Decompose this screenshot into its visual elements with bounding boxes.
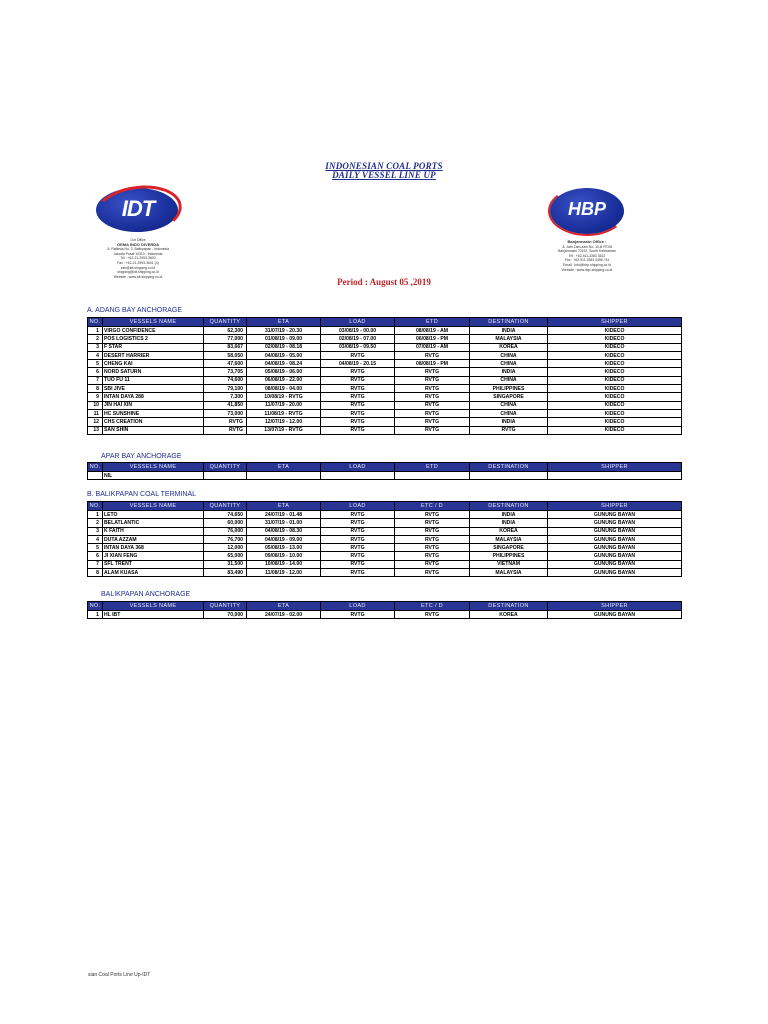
column-header-load: LOAD	[321, 502, 395, 511]
cell-quantity: 41,850	[204, 401, 247, 409]
cell-quantity: 60,000	[204, 519, 247, 527]
cell-destination: SINGAPORE	[470, 393, 548, 401]
table-header-row	[88, 463, 682, 472]
cell-quantity: 76,700	[204, 535, 247, 543]
cell-vessel-name: K FAITH	[103, 527, 204, 535]
cell-quantity: 77,000	[204, 335, 247, 343]
cell-no: 11	[88, 409, 103, 417]
cell-eta: 31/07/19 - 20.30	[247, 327, 321, 335]
cell-vessel-name: JIN HAI XIN	[103, 401, 204, 409]
cell-load: RVTG	[321, 552, 395, 560]
cell-eta: 12/07/19 - 12.00	[247, 418, 321, 426]
cell-destination: KOREA	[470, 343, 548, 351]
cell-etd: RVTG	[395, 527, 470, 535]
cell-quantity: 70,000	[204, 611, 247, 619]
cell-vessel-name: DESERT HARRIER	[103, 351, 204, 359]
cell-etd: RVTG	[395, 611, 470, 619]
hbp-address-block	[544, 240, 630, 272]
table-row	[88, 360, 682, 368]
cell-vessel-name: POS LOGISTICS 2	[103, 335, 204, 343]
page-footer: sian Coal Ports Line Up-IDT	[88, 972, 151, 978]
cell-no: 13	[88, 426, 103, 434]
cell-vessel-name: CHENG KAI	[103, 360, 204, 368]
cell-etd	[395, 472, 470, 480]
table-row	[88, 535, 682, 543]
cell-no: 2	[88, 519, 103, 527]
idt-address-line: Website : www.idt-shipping.co.id	[113, 274, 163, 279]
column-header-no: NO.	[88, 502, 103, 511]
cell-shipper: KIDECO	[548, 368, 682, 376]
column-header-vessel-name: VESSELS NAME	[103, 318, 204, 327]
table-row	[88, 368, 682, 376]
column-header-vessel-name: VESSELS NAME	[103, 502, 204, 511]
cell-eta: 11/08/19 - 12.00	[247, 569, 321, 577]
cell-load: RVTG	[321, 401, 395, 409]
idt-address-company: GEMA INDO DIVERDA	[116, 241, 160, 247]
cell-load: RVTG	[321, 569, 395, 577]
cell-quantity: 62,300	[204, 327, 247, 335]
document-subtitle: DAILY VESSEL LINE UP	[332, 170, 436, 180]
table-row	[88, 472, 682, 480]
column-header-shipper: SHIPPER	[548, 463, 682, 472]
cell-shipper	[548, 472, 682, 480]
cell-quantity: RVTG	[204, 426, 247, 434]
idt-logo-text: IDT	[121, 196, 155, 221]
table-row	[88, 418, 682, 426]
column-header-eta: ETA	[247, 602, 321, 611]
idt-address-line: Jakarta Pusat 10310 - Indonesia	[113, 251, 163, 256]
cell-eta: 08/08/19 - 04.00	[247, 385, 321, 393]
cell-eta	[247, 472, 321, 480]
table-row	[88, 552, 682, 560]
cell-shipper: KIDECO	[548, 426, 682, 434]
column-header-etd: ETC / D	[395, 502, 470, 511]
cell-vessel-name: NORD SATURN	[103, 368, 204, 376]
cell-load: RVTG	[321, 426, 395, 434]
cell-no: 1	[88, 611, 103, 619]
idt-logo	[94, 184, 182, 279]
cell-vessel-name: VIRGO CONFIDENCE	[103, 327, 204, 335]
section-title-balikpapan-anchorage: BALIKPAPAN ANCHORAGE	[101, 591, 191, 598]
section-title-apar-bay: APAR BAY ANCHORAGE	[101, 453, 182, 460]
cell-etd: RVTG	[395, 376, 470, 384]
cell-load: RVTG	[321, 544, 395, 552]
column-header-destination: DESTINATION	[470, 502, 548, 511]
balikpapan-anchorage-table	[87, 601, 682, 619]
hbp-address-line: Email : info@hbp-shipping.co.id	[563, 262, 611, 267]
cell-eta: 24/07/19 - 02.00	[247, 611, 321, 619]
cell-etd: RVTG	[395, 368, 470, 376]
cell-eta: 05/08/19 - 06.00	[247, 368, 321, 376]
cell-quantity: RVTG	[204, 418, 247, 426]
cell-load: RVTG	[321, 368, 395, 376]
cell-quantity: 74,600	[204, 376, 247, 384]
column-header-shipper: SHIPPER	[548, 502, 682, 511]
cell-load: 04/08/19 - 20.15	[321, 360, 395, 368]
cell-destination	[470, 472, 548, 480]
cell-destination: INDIA	[470, 519, 548, 527]
cell-quantity: 83,490	[204, 569, 247, 577]
apar-bay-table	[87, 462, 682, 480]
cell-vessel-name: HC SUNSHINE	[103, 409, 204, 417]
table-row	[88, 560, 682, 568]
cell-etd: RVTG	[395, 385, 470, 393]
cell-shipper: GUNUNG BAYAN	[548, 552, 682, 560]
adang-bay-table	[87, 317, 682, 435]
cell-destination: MALAYSIA	[470, 535, 548, 543]
cell-eta: 04/08/19 - 08.30	[247, 527, 321, 535]
cell-quantity: 47,600	[204, 360, 247, 368]
cell-destination: INDIA	[470, 511, 548, 519]
hbp-address-line: Website : www.hbp-shipping.co.id	[561, 267, 613, 272]
table-row	[88, 611, 682, 619]
cell-etd: RVTG	[395, 409, 470, 417]
cell-etd: RVTG	[395, 351, 470, 359]
cell-shipper: GUNUNG BAYAN	[548, 511, 682, 519]
cell-etd: RVTG	[395, 426, 470, 434]
column-header-load: LOAD	[321, 318, 395, 327]
hbp-logo	[544, 186, 630, 278]
cell-destination: KOREA	[470, 611, 548, 619]
cell-shipper: GUNUNG BAYAN	[548, 527, 682, 535]
cell-shipper: GUNUNG BAYAN	[548, 519, 682, 527]
cell-shipper: KIDECO	[548, 327, 682, 335]
cell-load: RVTG	[321, 409, 395, 417]
idt-address-line: Tel : +62-21-2993-3600	[120, 256, 156, 261]
cell-no: 5	[88, 360, 103, 368]
cell-eta: 09/08/19 - 10.00	[247, 552, 321, 560]
cell-etd: RVTG	[395, 511, 470, 519]
cell-shipper: GUNUNG BAYAN	[548, 569, 682, 577]
cell-destination: CHINA	[470, 351, 548, 359]
cell-load: RVTG	[321, 351, 395, 359]
cell-quantity: 7,300	[204, 393, 247, 401]
cell-etd: RVTG	[395, 569, 470, 577]
table-row	[88, 376, 682, 384]
column-header-vessel-name: VESSELS NAME	[103, 463, 204, 472]
idt-address-heading: Our Office	[130, 238, 146, 242]
idt-address-line: info@idt-shipping.co.id	[120, 265, 156, 270]
table-row	[88, 544, 682, 552]
report-period: Period : August 05 ,2019	[337, 277, 431, 287]
table-row	[88, 343, 682, 351]
cell-eta: 01/08/19 - 09.00	[247, 335, 321, 343]
cell-shipper: KIDECO	[548, 385, 682, 393]
cell-destination: INDIA	[470, 368, 548, 376]
idt-address-block	[94, 238, 182, 279]
table-row	[88, 511, 682, 519]
cell-no: 7	[88, 560, 103, 568]
cell-load: RVTG	[321, 560, 395, 568]
cell-quantity: 65,000	[204, 552, 247, 560]
idt-address-line: shipping@idt-shipping.co.id	[117, 270, 159, 275]
table-row	[88, 401, 682, 409]
table-row	[88, 327, 682, 335]
table-row	[88, 409, 682, 417]
cell-load: RVTG	[321, 393, 395, 401]
cell-destination: RVTG	[470, 426, 548, 434]
cell-eta: 04/08/19 - 05.00	[247, 351, 321, 359]
cell-vessel-name: F STAR	[103, 343, 204, 351]
cell-quantity: 83,667	[204, 343, 247, 351]
cell-no	[88, 472, 103, 480]
cell-vessel-name: SFL TRENT	[103, 560, 204, 568]
cell-no: 4	[88, 351, 103, 359]
idt-address-line: Jl. Raflesia No. 3, Balikpapan - Indonesia	[106, 247, 169, 252]
cell-load	[321, 472, 395, 480]
cell-eta: 10/08/19 - RVTG	[247, 393, 321, 401]
hbp-address-line: Jl. Jafri Zam-zam No. 10-B RT.08	[561, 244, 613, 249]
hbp-address-line: Tel : +62-511-3363 3522	[568, 253, 606, 258]
cell-no: 12	[88, 418, 103, 426]
column-header-no: NO.	[88, 318, 103, 327]
table-row	[88, 519, 682, 527]
column-header-etd: ETD	[395, 463, 470, 472]
cell-shipper: GUNUNG BAYAN	[548, 560, 682, 568]
column-header-etd: ETC / D	[395, 602, 470, 611]
table-header-row	[88, 502, 682, 511]
cell-no: 9	[88, 393, 103, 401]
cell-no: 5	[88, 544, 103, 552]
cell-etd: RVTG	[395, 544, 470, 552]
cell-no: 6	[88, 368, 103, 376]
column-header-eta: ETA	[247, 318, 321, 327]
section-title-balikpapan-terminal: B. BALIKPAPAN COAL TERMINAL	[87, 491, 197, 498]
cell-no: 2	[88, 335, 103, 343]
table-row	[88, 569, 682, 577]
cell-no: 4	[88, 535, 103, 543]
column-header-load: LOAD	[321, 602, 395, 611]
cell-vessel-name: INTAN DAYA 288	[103, 393, 204, 401]
table-row	[88, 527, 682, 535]
cell-shipper: KIDECO	[548, 409, 682, 417]
column-header-destination: DESTINATION	[470, 602, 548, 611]
hbp-address-heading: Banjarmasin Office :	[567, 239, 607, 244]
section-title-adang-bay: A. ADANG BAY ANCHORAGE	[87, 307, 183, 314]
column-header-destination: DESTINATION	[470, 318, 548, 327]
column-header-eta: ETA	[247, 502, 321, 511]
cell-vessel-name: TUO FU 11	[103, 376, 204, 384]
cell-etd: RVTG	[395, 401, 470, 409]
cell-load: RVTG	[321, 385, 395, 393]
cell-load: RVTG	[321, 527, 395, 535]
cell-eta: 31/07/19 - 01.00	[247, 519, 321, 527]
column-header-load: LOAD	[321, 463, 395, 472]
cell-quantity: 58,050	[204, 351, 247, 359]
cell-shipper: KIDECO	[548, 418, 682, 426]
cell-quantity	[204, 472, 247, 480]
cell-vessel-name: HL IBT	[103, 611, 204, 619]
cell-eta: 10/08/19 - 14.00	[247, 560, 321, 568]
cell-shipper: GUNUNG BAYAN	[548, 544, 682, 552]
cell-load: RVTG	[321, 535, 395, 543]
column-header-quantity: QUANTITY	[204, 502, 247, 511]
column-header-eta: ETA	[247, 463, 321, 472]
cell-etd: RVTG	[395, 535, 470, 543]
cell-shipper: KIDECO	[548, 351, 682, 359]
cell-shipper: KIDECO	[548, 335, 682, 343]
cell-no: 1	[88, 327, 103, 335]
cell-destination: CHINA	[470, 360, 548, 368]
column-header-quantity: QUANTITY	[204, 602, 247, 611]
cell-etd: RVTG	[395, 560, 470, 568]
cell-destination: PHILIPPINES	[470, 552, 548, 560]
cell-vessel-name: SBI JIVE	[103, 385, 204, 393]
cell-load: RVTG	[321, 519, 395, 527]
cell-load: RVTG	[321, 511, 395, 519]
cell-quantity: 12,000	[204, 544, 247, 552]
column-header-shipper: SHIPPER	[548, 318, 682, 327]
column-header-destination: DESTINATION	[470, 463, 548, 472]
cell-eta: 06/08/19 - 22.00	[247, 376, 321, 384]
cell-eta: 11/08/19 - RVTG	[247, 409, 321, 417]
cell-vessel-name: ALAM KUASA	[103, 569, 204, 577]
table-row	[88, 426, 682, 434]
cell-destination: CHINA	[470, 401, 548, 409]
cell-shipper: KIDECO	[548, 393, 682, 401]
hbp-logo-text: HBP	[567, 199, 606, 219]
cell-no: 8	[88, 385, 103, 393]
cell-load: RVTG	[321, 376, 395, 384]
table-header-row	[88, 318, 682, 327]
column-header-shipper: SHIPPER	[548, 602, 682, 611]
cell-destination: INDIA	[470, 418, 548, 426]
cell-vessel-name: BELATLANTIC	[103, 519, 204, 527]
cell-eta: 04/08/19 - 09.00	[247, 535, 321, 543]
cell-no: 10	[88, 401, 103, 409]
cell-no: 7	[88, 376, 103, 384]
cell-quantity: 76,000	[204, 527, 247, 535]
column-header-etd: ETD	[395, 318, 470, 327]
column-header-no: NO.	[88, 463, 103, 472]
cell-etd: 06/08/19 - PM	[395, 335, 470, 343]
cell-vessel-name: JI XIAN FENG	[103, 552, 204, 560]
cell-destination: CHINA	[470, 376, 548, 384]
cell-etd: 07/08/19 - AM	[395, 343, 470, 351]
cell-vessel-name: INTAN DAYA 368	[103, 544, 204, 552]
table-header-row	[88, 602, 682, 611]
column-header-vessel-name: VESSELS NAME	[103, 602, 204, 611]
balikpapan-terminal-table	[87, 501, 682, 577]
idt-address-line: Fax : +62-21-2993-3601 (4)	[117, 260, 159, 265]
cell-destination: MALAYSIA	[470, 335, 548, 343]
cell-etd: RVTG	[395, 393, 470, 401]
table-row	[88, 351, 682, 359]
column-header-quantity: QUANTITY	[204, 318, 247, 327]
table-row	[88, 385, 682, 393]
cell-no: 6	[88, 552, 103, 560]
cell-destination: INDIA	[470, 327, 548, 335]
cell-load: 03/08/19 - 00.00	[321, 327, 395, 335]
cell-no: 3	[88, 343, 103, 351]
cell-no: 1	[88, 511, 103, 519]
cell-destination: VIETNAM	[470, 560, 548, 568]
cell-shipper: GUNUNG BAYAN	[548, 611, 682, 619]
cell-etd: RVTG	[395, 418, 470, 426]
column-header-quantity: QUANTITY	[204, 463, 247, 472]
table-row	[88, 335, 682, 343]
cell-vessel-name: CHS CREATION	[103, 418, 204, 426]
cell-eta: 24/07/19 - 01.48	[247, 511, 321, 519]
cell-destination: CHINA	[470, 409, 548, 417]
cell-eta: 11/07/19 - 20.00	[247, 401, 321, 409]
cell-quantity: 79,100	[204, 385, 247, 393]
cell-shipper: KIDECO	[548, 360, 682, 368]
cell-shipper: KIDECO	[548, 343, 682, 351]
cell-eta: 13/07/19 - RVTG	[247, 426, 321, 434]
cell-etd: RVTG	[395, 552, 470, 560]
cell-load: RVTG	[321, 611, 395, 619]
cell-quantity: 31,500	[204, 560, 247, 568]
cell-etd: RVTG	[395, 519, 470, 527]
cell-no: 8	[88, 569, 103, 577]
cell-etd: 08/08/19 - AM	[395, 327, 470, 335]
cell-vessel-name: DUTA AZZAM	[103, 535, 204, 543]
cell-quantity: 73,705	[204, 368, 247, 376]
cell-destination: SINGAPORE	[470, 544, 548, 552]
cell-quantity: 74,650	[204, 511, 247, 519]
cell-vessel-name: SAN SHIN	[103, 426, 204, 434]
cell-destination: KOREA	[470, 527, 548, 535]
column-header-no: NO.	[88, 602, 103, 611]
cell-shipper: KIDECO	[548, 401, 682, 409]
cell-load: 02/08/19 - 07.00	[321, 335, 395, 343]
cell-vessel-name: NIL	[103, 472, 204, 480]
cell-etd: 08/08/19 - PM	[395, 360, 470, 368]
cell-eta: 04/08/19 - 08.24	[247, 360, 321, 368]
hbp-address-line: Banjarmasin 70232, South Kalimantan	[558, 249, 616, 254]
cell-shipper: GUNUNG BAYAN	[548, 535, 682, 543]
cell-destination: PHILIPPINES	[470, 385, 548, 393]
cell-eta: 02/08/19 - 08.18	[247, 343, 321, 351]
cell-eta: 05/08/19 - 13.00	[247, 544, 321, 552]
table-row	[88, 393, 682, 401]
cell-destination: MALAYSIA	[470, 569, 548, 577]
cell-load: RVTG	[321, 418, 395, 426]
cell-quantity: 73,000	[204, 409, 247, 417]
cell-no: 3	[88, 527, 103, 535]
cell-shipper: KIDECO	[548, 376, 682, 384]
cell-load: 03/08/19 - 09.50	[321, 343, 395, 351]
document-title: INDONESIAN COAL PORTS	[325, 161, 443, 171]
hbp-address-line: Fax : +62-511-3363 3496 / 51	[564, 258, 610, 263]
cell-vessel-name: LETO	[103, 511, 204, 519]
